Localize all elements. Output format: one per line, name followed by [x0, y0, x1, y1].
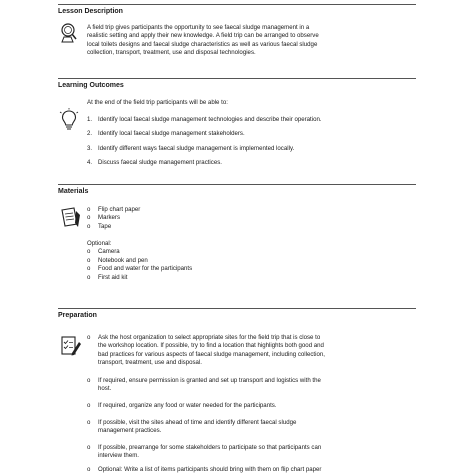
optional-material-item: First aid kit	[98, 273, 128, 281]
clipboard-pencil-icon	[59, 206, 81, 228]
optional-label: Optional:	[87, 240, 112, 247]
learning-outcomes-intro: At the end of the field trip participants will be able to:	[87, 99, 228, 106]
section-divider	[58, 184, 416, 185]
preparation-item-line: If possible, visit the sites ahead of time and identify different faecal sludge	[98, 419, 297, 426]
bullet: o	[87, 265, 91, 273]
section-divider	[58, 4, 416, 5]
outcome-text: Identify local faecal sludge management stakeholders.	[98, 130, 245, 137]
checklist-pencil-icon	[59, 334, 81, 356]
bullet: o	[87, 206, 91, 213]
bullet: o	[87, 444, 91, 451]
bullet: o	[87, 466, 91, 473]
lesson-description-line: local toilets designs and faecal sludge characteristics as well as various faecal sludge	[87, 40, 318, 48]
material-item: Tape	[98, 222, 112, 230]
outcome-number: 3.	[87, 145, 93, 152]
preparation-item-line: interview them.	[98, 452, 139, 460]
preparation-item-line: host.	[98, 385, 112, 393]
lesson-description-line: realistic setting and apply their new knowledge. A field trip can be arranged to observe	[87, 32, 319, 40]
lesson-description-line: A field trip gives participants the opportunity to see faecal sludge management in a	[87, 24, 310, 31]
optional-material-item: Camera	[98, 248, 120, 256]
preparation-item-line: Optional: Write a list of items participants should bring with them on flip chart paper	[98, 466, 322, 473]
bullet: o	[87, 377, 91, 384]
lightbulb-icon	[59, 108, 79, 130]
optional-material-item: Food and water for the participants	[98, 265, 193, 273]
preparation-item-line: the workshop location. If possible, try to find a location that highlights both good and	[98, 342, 324, 350]
preparation-item-line: management practices.	[98, 427, 162, 435]
preparation-item-line: If possible, prearrange for some stakeholders to participate so that participants can	[98, 444, 322, 451]
preparation-item-line: transport, treatment, use and disposal.	[98, 359, 202, 367]
materials-title: Materials	[58, 188, 89, 195]
preparation-item-line: If required, ensure permission is granted and set up transport and logistics with the	[98, 377, 321, 384]
lesson-description-title: Lesson Description	[58, 8, 123, 15]
bullet: o	[87, 334, 91, 341]
magnifier-book-icon	[59, 22, 79, 44]
bullet: o	[87, 222, 91, 230]
bullet: o	[87, 402, 91, 409]
preparation-item-line: bad practices for various aspects of faecal sludge management, including collection,	[98, 350, 325, 358]
preparation-item-line: Ask the host organization to select appropriate sites for the field trip that is close to	[98, 334, 321, 341]
outcome-number: 1.	[87, 116, 93, 123]
bullet: o	[87, 214, 91, 222]
outcome-text: Identify local faecal sludge management technologies and describe their operation.	[98, 116, 322, 123]
section-divider	[58, 308, 416, 309]
preparation-item-line: If required, organize any food or water needed for the participants.	[98, 402, 277, 409]
bullet: o	[87, 273, 91, 281]
material-item: Markers	[98, 214, 121, 222]
bullet: o	[87, 248, 91, 256]
outcome-text: Identify different ways faecal sludge management is implemented locally.	[98, 145, 295, 152]
bullet: o	[87, 256, 91, 264]
lesson-description-line: collection, transport, treatment, use and disposal technologies.	[87, 49, 256, 57]
material-item: Flip chart paper	[98, 206, 141, 213]
learning-outcomes-title: Learning Outcomes	[58, 82, 124, 89]
outcome-number: 4.	[87, 159, 93, 166]
preparation-title: Preparation	[58, 312, 97, 319]
optional-material-item: Notebook and pen	[98, 256, 148, 264]
outcome-number: 2.	[87, 130, 93, 137]
bullet: o	[87, 419, 91, 426]
section-divider	[58, 78, 416, 79]
outcome-text: Discuss faecal sludge management practices.	[98, 159, 222, 166]
